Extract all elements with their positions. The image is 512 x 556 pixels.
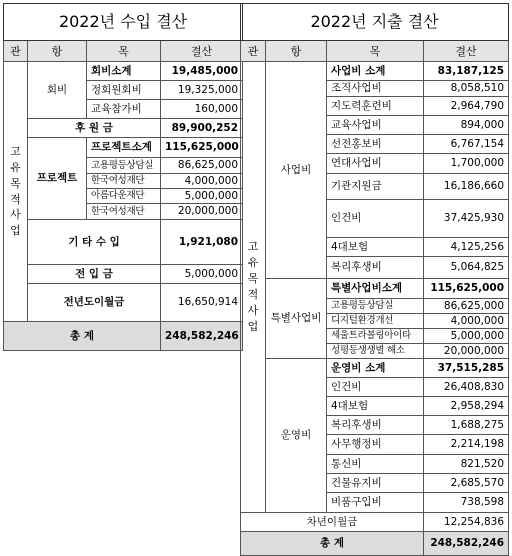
- income-amount: 20,000,000: [161, 204, 243, 220]
- income-amount: 4,000,000: [161, 174, 243, 189]
- expense-mok: 특별사업비소계: [327, 279, 424, 299]
- income-mok: 고용평등상담실: [87, 158, 161, 174]
- expense-amount: 4,125,256: [424, 238, 509, 257]
- income-mok: 아름다운재단: [87, 189, 161, 204]
- expense-amount: 37,515,285: [424, 359, 509, 378]
- expense-mok: 고용평등상담실: [327, 299, 424, 314]
- income-other-label: 기 타 수 입: [28, 220, 161, 265]
- expense-amount: 115,625,000: [424, 279, 509, 299]
- expense-hang-special: 특별사업비: [266, 279, 327, 359]
- income-amount: 160,000: [161, 100, 243, 119]
- expense-mok: 4대보험: [327, 397, 424, 416]
- expense-amount: 2,214,198: [424, 435, 509, 455]
- income-mok: 회비소계: [87, 62, 161, 81]
- income-mok: 교육참가비: [87, 100, 161, 119]
- expense-mok: 사무행정비: [327, 435, 424, 455]
- income-transfer-label: 전 입 금: [28, 265, 161, 284]
- income-other-amount: 1,921,080: [161, 220, 243, 265]
- expense-amount: 6,767,154: [424, 135, 509, 154]
- col-header-mok: 목: [327, 41, 424, 62]
- expense-amount: 16,186,660: [424, 174, 509, 200]
- income-carryover-label: 전년도이월금: [28, 284, 161, 322]
- income-gwan-text: 고유목적사업: [10, 144, 21, 238]
- income-hang-hoebi: 회비: [28, 62, 87, 119]
- expense-amount: 86,625,000: [424, 299, 509, 314]
- expense-mok: 인건비: [327, 200, 424, 238]
- expense-mok: 4대보험: [327, 238, 424, 257]
- expense-amount: 738,598: [424, 493, 509, 513]
- expense-mok: 디지털환경개선: [327, 314, 424, 329]
- expense-amount: 8,058,510: [424, 81, 509, 97]
- expense-mok: 성평등생생별 해소: [327, 344, 424, 359]
- expense-amount: 2,958,294: [424, 397, 509, 416]
- expense-amount: 83,187,125: [424, 62, 509, 81]
- expense-title: 2022년 지출 결산: [241, 4, 509, 41]
- income-total-label: 총 계: [4, 322, 161, 351]
- income-total-amount: 248,582,246: [161, 322, 243, 351]
- expense-amount: 821,520: [424, 455, 509, 474]
- expense-gwan-text: 고유목적사업: [247, 240, 259, 333]
- income-mok: 정회원회비: [87, 81, 161, 100]
- expense-amount: 2,685,570: [424, 474, 509, 493]
- expense-amount: 4,000,000: [424, 314, 509, 329]
- expense-mok: 인건비: [327, 378, 424, 397]
- income-amount: 5,000,000: [161, 189, 243, 204]
- expense-mok: 건물유지비: [327, 474, 424, 493]
- expense-amount: 5,064,825: [424, 257, 509, 279]
- expense-amount: 1,688,275: [424, 416, 509, 435]
- col-header-hang: 항: [28, 41, 87, 62]
- expense-amount: 5,000,000: [424, 329, 509, 344]
- col-header-gwan: 관: [241, 41, 266, 62]
- col-header-amount: 결산: [424, 41, 509, 62]
- col-header-hang: 항: [266, 41, 327, 62]
- col-header-gwan: 관: [4, 41, 28, 62]
- income-title: 2022년 수입 결산: [4, 4, 243, 41]
- income-mok: 한국여성재단: [87, 174, 161, 189]
- expense-gwan-label: [241, 62, 266, 513]
- income-huwon-label: 후 원 금: [28, 119, 161, 138]
- expense-hang-business: 사업비: [266, 62, 327, 279]
- expense-amount: 20,000,000: [424, 344, 509, 359]
- expense-mok: 통신비: [327, 455, 424, 474]
- expense-amount: 1,700,000: [424, 154, 509, 174]
- income-carryover-amount: 16,650,914: [161, 284, 243, 322]
- expense-hang-operation: 운영비: [266, 359, 327, 513]
- expense-mok: 비품구입비: [327, 493, 424, 513]
- col-header-mok: 목: [87, 41, 161, 62]
- expense-mok: 사업비 소계: [327, 62, 424, 81]
- income-table: [3, 3, 243, 351]
- expense-mok: 세울트라볼링아이타: [327, 329, 424, 344]
- expense-table: [240, 3, 509, 556]
- income-transfer-amount: 5,000,000: [161, 265, 243, 284]
- expense-amount: 26,408,830: [424, 378, 509, 397]
- expense-amount: 37,425,930: [424, 200, 509, 238]
- income-hang-project: 프로젝트: [28, 138, 87, 220]
- expense-total-amount: 248,582,246: [424, 532, 509, 556]
- expense-mok: 운영비 소계: [327, 359, 424, 378]
- expense-carryover-label: 차년이월금: [241, 513, 424, 532]
- income-amount: 115,625,000: [161, 138, 243, 158]
- expense-mok: 기관지원금: [327, 174, 424, 200]
- expense-amount: 2,964,790: [424, 97, 509, 116]
- col-header-amount: 결산: [161, 41, 243, 62]
- expense-mok: 연대사업비: [327, 154, 424, 174]
- expense-mok: 교육사업비: [327, 116, 424, 135]
- expense-carryover-amount: 12,254,836: [424, 513, 509, 532]
- income-mok: 프로젝트소계: [87, 138, 161, 158]
- expense-total-label: 총 계: [241, 532, 424, 556]
- income-amount: 86,625,000: [161, 158, 243, 174]
- expense-mok: 복리후생비: [327, 416, 424, 435]
- income-gwan-label: [4, 62, 28, 322]
- expense-mok: 지도력훈련비: [327, 97, 424, 116]
- income-amount: 19,485,000: [161, 62, 243, 81]
- expense-mok: 조직사업비: [327, 81, 424, 97]
- income-mok: 한국여성재단: [87, 204, 161, 220]
- income-amount: 19,325,000: [161, 81, 243, 100]
- expense-mok: 선전홍보비: [327, 135, 424, 154]
- expense-amount: 894,000: [424, 116, 509, 135]
- income-huwon-amount: 89,900,252: [161, 119, 243, 138]
- expense-mok: 복리후생비: [327, 257, 424, 279]
